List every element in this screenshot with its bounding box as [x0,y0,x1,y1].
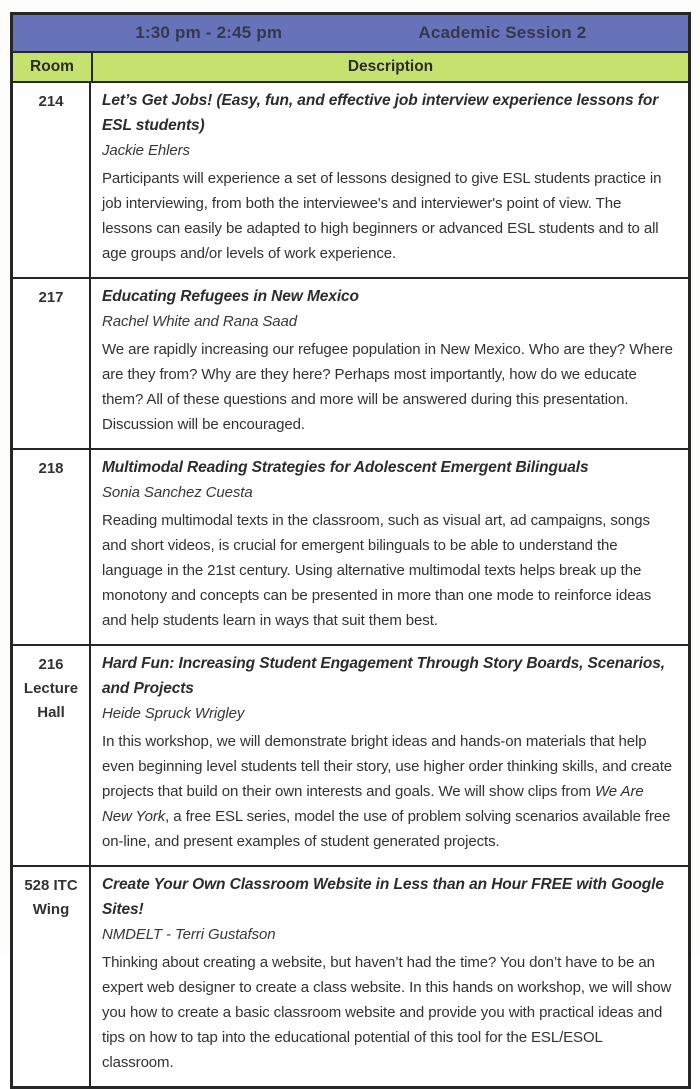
session-presenter: Sonia Sanchez Cuesta [102,484,253,501]
room-column-header: Room [13,53,93,81]
session-description-cell [91,83,688,277]
session-header-band [13,15,688,53]
session-row [13,279,688,450]
session-title: Educating Refugees in New Mexico [102,288,359,305]
session-description-cell [91,279,688,448]
session-body: Thinking about creating a website, but haven’t had the time? You don’t have to be an expert web designer to create a class website. In this hands on workshop, we will show you how to create a basic classroom website and provide you with practical ideas and tips on how to tap into the educational potential of this tool for the ESL/ESOL classroom. [102,954,672,1071]
session-presenter: Jackie Ehlers [102,142,190,159]
session-row [13,646,688,867]
session-description-cell [91,646,688,865]
academic-session-table [10,12,691,1089]
session-title: Create Your Own Classroom Website in Less than an Hour FREE with Google Sites! [102,876,664,918]
room-number: 216 Lecture Hall [13,646,91,865]
description-column-header: Description [347,58,434,75]
session-name: Academic Session 2 [418,23,587,42]
session-body: In this workshop, we will demonstrate bright ideas and hands-on materials that help even beginning level students tell their story, use higher order thinking skills, and create projects that build on their own interests and goals. We will show clips from We Are New York, a free ESL series, model the use of problem solving scenarios available free on-line, and present examples of student generated projects. [102,733,673,850]
room-number: 528 ITC Wing [13,867,91,1086]
session-presenter: NMDELT - Terri Gustafson [102,926,276,943]
session-time-range: 1:30 pm - 2:45 pm [135,23,283,42]
session-row [13,83,688,279]
session-row [13,450,688,646]
session-rows [13,83,688,1086]
session-description-cell [91,450,688,644]
session-description-cell [91,867,688,1086]
session-body: Reading multimodal texts in the classroom, such as visual art, ad campaigns, songs and short videos, is crucial for emergent bilinguals to be able to understand the language in the 21st century. Using alternative multimodal texts helps break up the monotony and concepts can be presented in more than one mode to reinforce ideas and help students learn in ways that suit them best. [102,512,652,629]
column-header-row [13,53,688,83]
session-presenter: Rachel White and Rana Saad [102,313,298,330]
session-title: Hard Fun: Increasing Student Engagement Through Story Boards, Scenarios, and Projects [102,655,665,697]
room-number: 214 [13,83,91,277]
session-title: Multimodal Reading Strategies for Adolescent Emergent Bilinguals [102,459,589,476]
room-number: 218 [13,450,91,644]
session-title: Let’s Get Jobs! (Easy, fun, and effective job interview experience lessons for ESL students) [102,92,659,134]
room-number: 217 [13,279,91,448]
session-body: We are rapidly increasing our refugee population in New Mexico. Who are they? Where are they from? Why are they here? Perhaps most importantly, how do we educate them? All of these questions and more will be answered during this presentation. Discussion will be encouraged. [102,341,673,433]
session-body: Participants will experience a set of lessons designed to give ESL students practice in job interviewing, from both the interviewee's and interviewer's point of view. The lessons can easily be adapted to high beginners or advanced ESL students and to all age groups and/or levels of work experience. [102,170,662,262]
session-row [13,867,688,1086]
session-presenter: Heide Spruck Wrigley [102,705,245,722]
